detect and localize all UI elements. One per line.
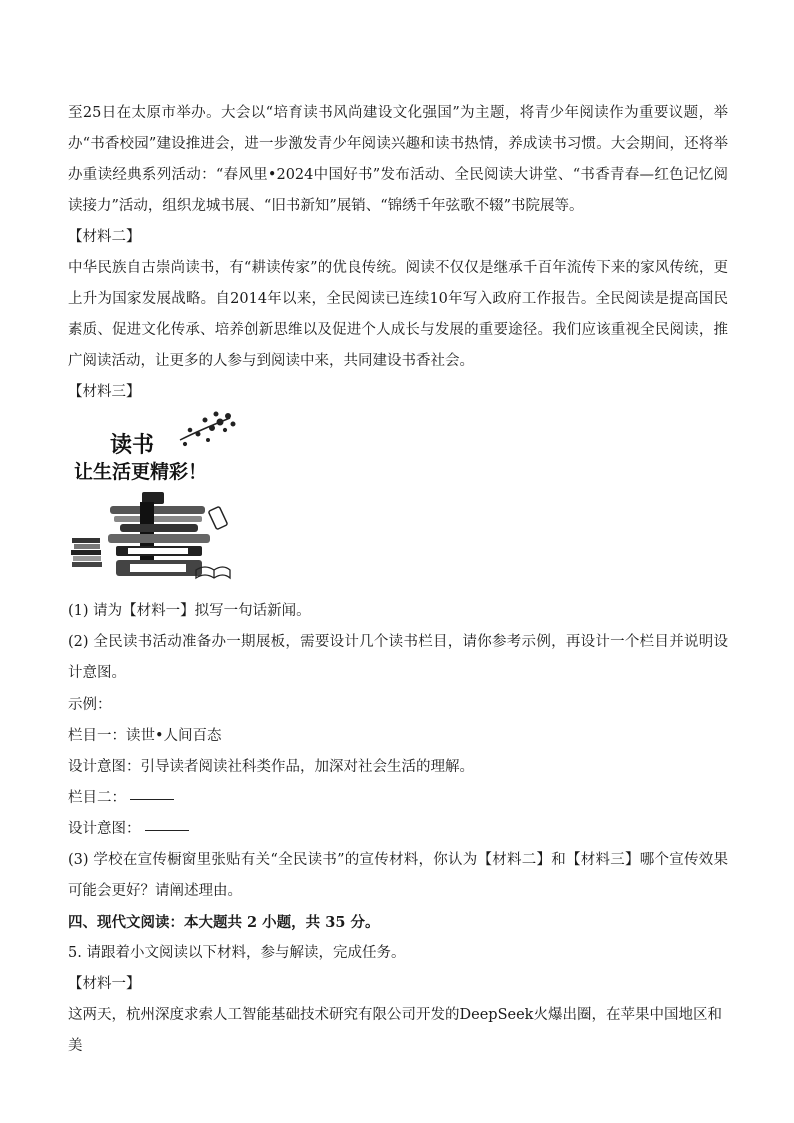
question-5: 5. 请跟着小文阅读以下材料，参与解读，完成任务。	[68, 945, 406, 961]
material2-text: 中华民族自古崇尚读书，有“耕读传家”的优良传统。阅读不仅仅是继承千百年流传下来的家风传统，更上升为国家发展战略。自2014年以来，全民阅读已连续10年写入政府工作报告。全民阅读是提高国民素质、促进文化传承、培养创新思维以及促进个人成长与发展的重要途径。我们应该重视全民阅读，推广阅读活动，让更多的人参与到阅读中来，共同建设书香社会。	[68, 260, 728, 369]
tree-branch-icon	[180, 412, 235, 446]
material3-label: 【材料三】	[68, 384, 141, 400]
poster-title-line1: 读书	[110, 432, 155, 458]
small-books-icon	[71, 538, 102, 567]
example-column-1: 栏目一：读世•人间百态	[68, 728, 222, 744]
material2-label: 【材料二】	[68, 229, 141, 245]
material1-label: 【材料一】	[68, 976, 141, 992]
intent-2-answer-blank[interactable]	[145, 829, 189, 831]
poster-title-line2: 让生活更精彩！	[74, 461, 208, 483]
intent-2-line	[68, 814, 728, 845]
phone-icon	[208, 506, 227, 529]
question-2-text: (2) 全民读书活动准备办一期展板，需要设计几个读书栏目，请你参考示例，再设计一个栏目并说明设计意图。	[68, 634, 728, 681]
example-intent-1: 设计意图：引导读者阅读社科类作品，加深对社会生活的理解。	[68, 759, 474, 775]
material1-text: 这两天，杭州深度求索人工智能基础技术研究有限公司开发的DeepSeek火爆出圈，在苹果中国地区和美	[68, 1007, 722, 1054]
question-1: (1) 请为【材料一】拟写一句话新闻。	[68, 603, 311, 619]
paragraph-text: 至25日在太原市举办。大会以“培育读书风尚建设文化强国”为主题，将青少年阅读作为重要议题，举办“书香校园”建设推进会，进一步激发青少年阅读兴趣和读书热情，养成读书习惯。大会期间，还将举办重读经典系列活动：“春风里•2024中国好书”发布活动、全民阅读大讲堂、“书香青春—红色记忆阅读接力”活动，组织龙城书展、“旧书新知”展销、“锦绣千年弦歌不辍”书院展等。	[68, 105, 728, 214]
column-2-answer-blank[interactable]	[130, 798, 174, 800]
question-3	[68, 845, 728, 907]
reading-poster-image	[70, 410, 240, 585]
book-stack-character-icon	[108, 492, 210, 576]
material2-body	[68, 253, 728, 377]
column-2-line	[68, 783, 728, 814]
section-4-heading: 四、现代文阅读：本大题共 2 小题，共 35 分。	[68, 914, 380, 931]
example-label: 示例：	[68, 697, 112, 713]
question-3-text: (3) 学校在宣传橱窗里张贴有关“全民读书”的宣传材料，你认为【材料二】和【材料三】哪个宣传效果可能会更好？请阐述理由。	[68, 852, 728, 899]
paragraph-material1-continued	[68, 98, 728, 222]
intent-2-label: 设计意图：	[68, 821, 141, 837]
question-2	[68, 627, 728, 689]
column-2-label: 栏目二：	[68, 790, 126, 806]
